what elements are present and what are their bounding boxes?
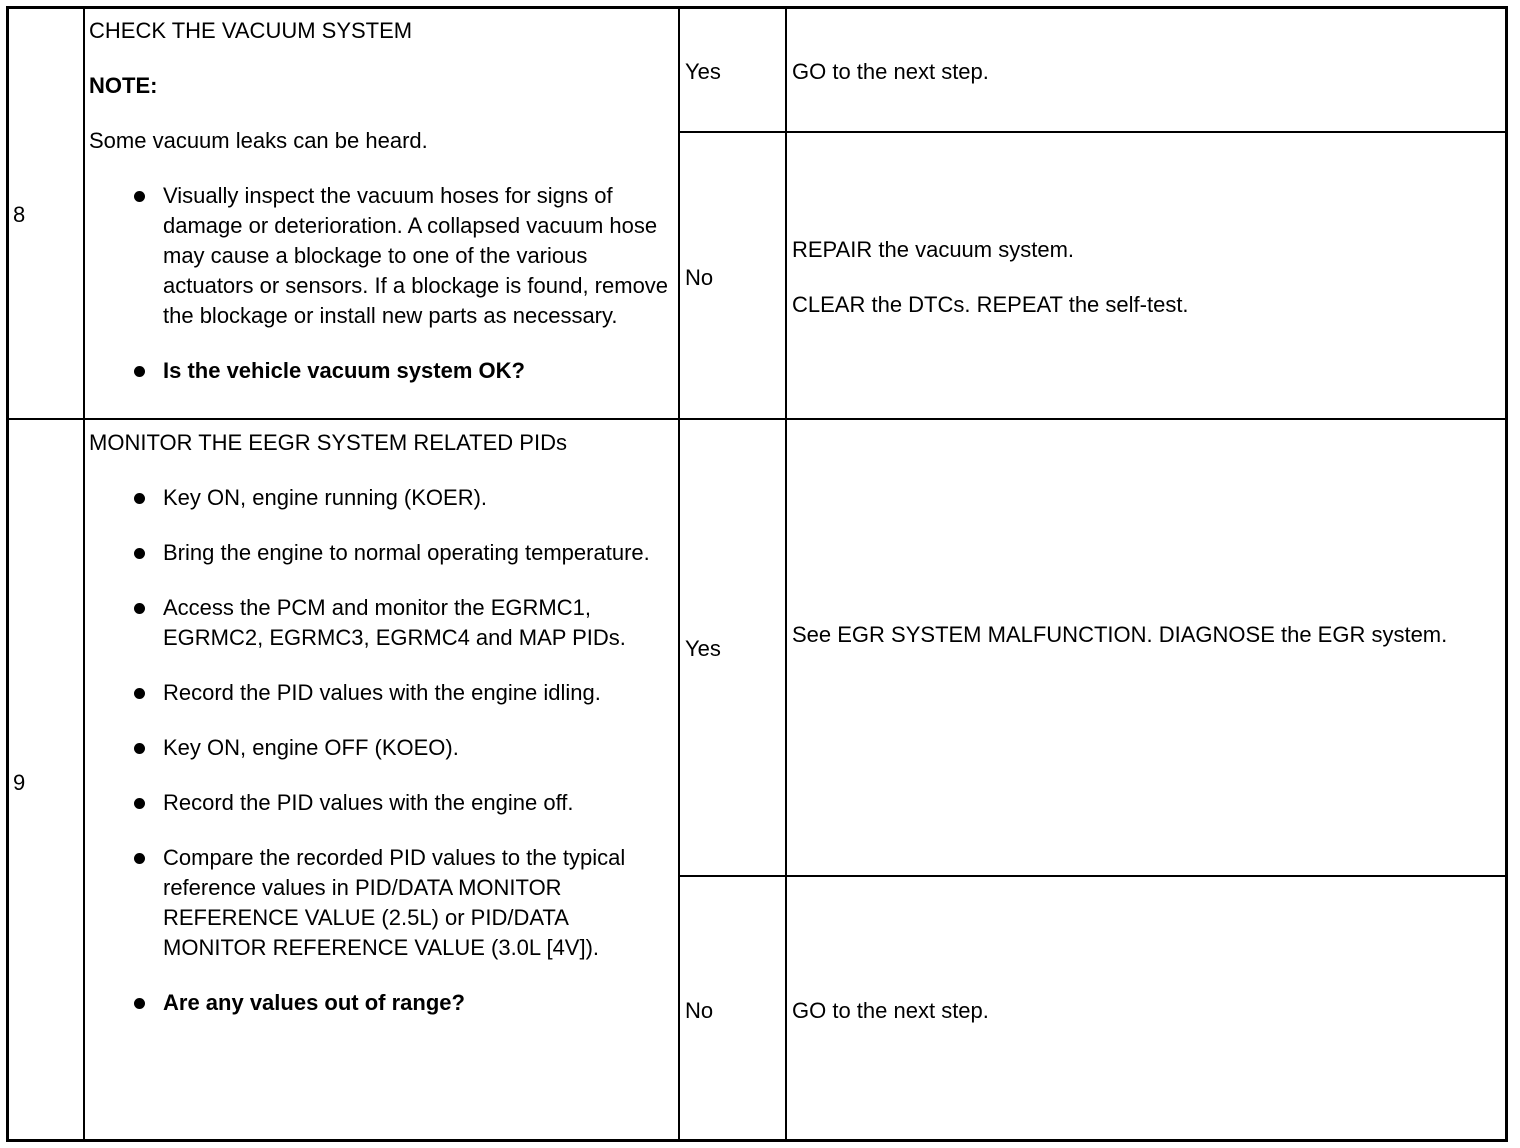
column-divider <box>83 9 85 1139</box>
action-item: Access the PCM and monitor the EGRMC1, EGRMC2, EGRMC3, EGRMC4 and MAP PIDs. <box>89 593 669 653</box>
question-item: Is the vehicle vacuum system OK? <box>89 356 669 386</box>
no-label: No <box>685 265 714 290</box>
yes-action: GO to the next step. <box>792 59 989 84</box>
note-text: Some vacuum leaks can be heard. <box>89 128 428 153</box>
yes-label: Yes <box>685 636 721 661</box>
action-list <box>89 483 669 1018</box>
result-divider <box>678 131 1505 133</box>
step-number: 8 <box>13 202 26 227</box>
action-item: Record the PID values with the engine off. <box>89 788 669 818</box>
step-number: 9 <box>13 770 26 795</box>
result-divider <box>678 875 1505 877</box>
column-divider <box>785 9 787 1139</box>
no-action-repair: REPAIR the vacuum system. <box>792 237 1075 262</box>
column-divider <box>678 9 680 1139</box>
action-item: Compare the recorded PID values to the typical reference values in PID/DATA MONITOR REFERENCE VALUE (2.5L) or PID/DATA MONITOR REFERENCE VALUE (3.0L [4V]). <box>89 843 669 963</box>
no-action: GO to the next step. <box>792 998 989 1023</box>
no-action-clear: CLEAR the DTCs. REPEAT the self-test. <box>792 292 1189 317</box>
action-item: Record the PID values with the engine idling. <box>89 678 669 708</box>
yes-label: Yes <box>685 59 721 84</box>
test-step-cell <box>89 16 669 386</box>
action-item: Key ON, engine running (KOER). <box>89 483 669 513</box>
action-item: Bring the engine to normal operating temperature. <box>89 538 669 568</box>
action-item: Key ON, engine OFF (KOEO). <box>89 733 669 763</box>
action-list <box>89 181 669 386</box>
step-title: MONITOR THE EEGR SYSTEM RELATED PIDs <box>89 430 567 455</box>
question-item: Are any values out of range? <box>89 988 669 1018</box>
action-item: Visually inspect the vacuum hoses for signs of damage or deterioration. A collapsed vacuum hose may cause a blockage to one of the various actuators or sensors. If a blockage is found, remove the blockage or install new parts as necessary. <box>89 181 669 331</box>
diagnostic-table <box>6 6 1508 1142</box>
row-divider <box>9 418 1505 420</box>
yes-action: See EGR SYSTEM MALFUNCTION. DIAGNOSE the EGR system. <box>792 622 1448 647</box>
note-label: NOTE: <box>89 73 158 98</box>
test-step-cell <box>89 428 669 1018</box>
step-title: CHECK THE VACUUM SYSTEM <box>89 18 413 43</box>
no-label: No <box>685 998 714 1023</box>
no-action-cell <box>792 235 1492 320</box>
